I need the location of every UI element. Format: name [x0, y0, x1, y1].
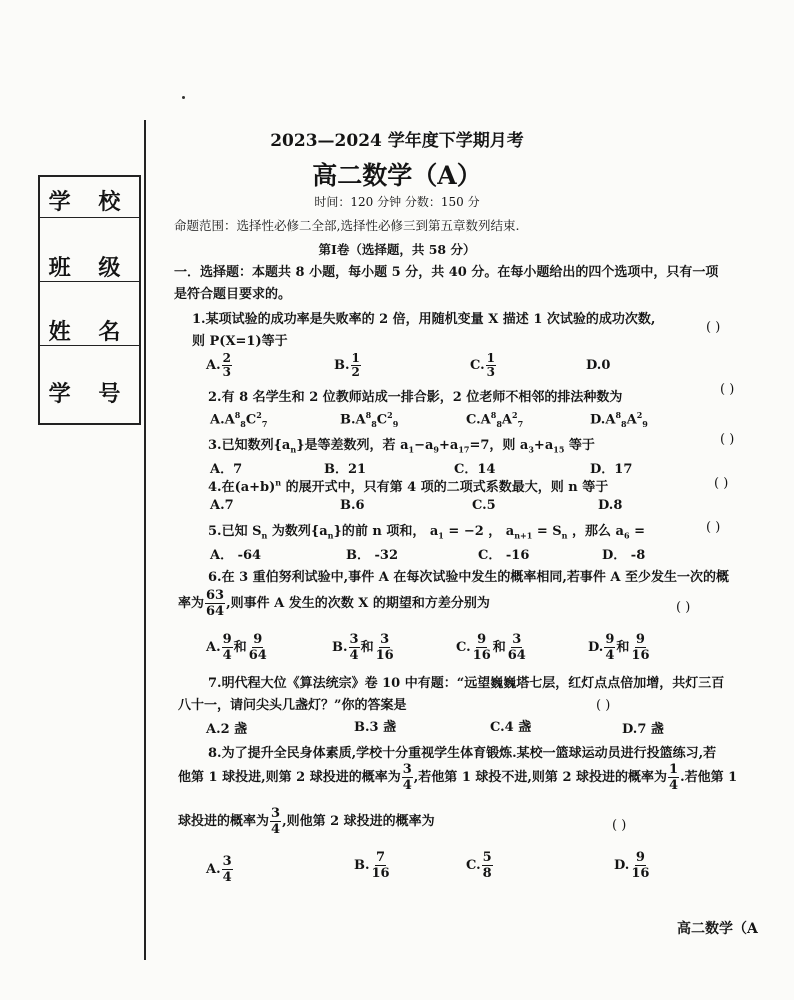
divider: [40, 345, 139, 346]
q4-text: 4.在$(a+b)^n$ 的展开式中，只有第 4 项的二项式系数最大，则 n 等于: [208, 477, 609, 495]
exam-year-title: 2023—2024 学年度下学期月考: [270, 131, 524, 151]
q1-option-d: D.0: [586, 358, 611, 373]
q5-option-a: A． -64: [210, 548, 262, 563]
q6-option-d: D. $\frac{9}{4}$ 和 $\frac{9}{16}$: [588, 632, 650, 663]
school-label: 学 校: [48, 190, 131, 215]
q2-option-b: $B.A^8_8C^2_9$: [340, 410, 399, 429]
scan-speck: [182, 96, 185, 99]
q7-text-2: 八十一，请问尖头几盏灯？”你的答案是: [178, 698, 407, 713]
section-line-1: 一．选择题：本题共 8 小题，每小题 5 分，共 40 分。在每小题给出的四个选项中，只有一项: [174, 265, 719, 280]
q3-option-b: B．21: [324, 462, 367, 477]
class-label: 班 级: [48, 256, 131, 281]
exam-subject-title: 高二数学（A）: [312, 161, 482, 190]
q7-option-c: C.4 盏: [490, 720, 532, 735]
q5-option-c: C． -16: [478, 548, 530, 563]
q5-text: 5.已知 $S_n$ 为数列$\{a_n\}$的前 n 项和， $a_1 = -2$ ， $a_{n+1} = S_n$ ，那么 $a_6$ =: [208, 524, 645, 541]
answer-paren: ( ): [720, 432, 735, 447]
student-info-box: [38, 175, 141, 425]
q2-option-c: $C.A^8_8A^2_7$: [466, 410, 524, 429]
q1-option-a: A. $\frac{2}{3}$: [206, 351, 231, 379]
answer-paren: ( ): [714, 476, 729, 491]
q8-text: 8.为了提升全民身体素质,学校十分重视学生体育锻炼.某校一篮球运动员进行投篮练习,若: [208, 746, 717, 761]
q8-option-c: C. $\frac{5}{8}$: [466, 850, 492, 881]
q8-option-b: B. $\frac{7}{16}$: [354, 850, 390, 881]
q8-option-d: D. $\frac{9}{16}$: [614, 850, 650, 881]
q2-option-d: $D.A^8_8A^2_9$: [590, 410, 648, 429]
q5-option-d: D． -8: [602, 548, 646, 563]
q8-option-a: A. $\frac{3}{4}$: [206, 854, 232, 885]
q7-text: 7.明代程大位《算法统宗》卷 10 中有题：“远望巍巍塔七层，红灯点点倍加增，共灯三百: [208, 676, 725, 691]
q1-option-c: C. $\frac{1}{3}$: [470, 351, 496, 379]
q3-text: 3.已知数列$\{a_n\}$是等差数列，若 $a_1-a_9+a_{17}=7$，则 $a_3+a_{15}$ 等于: [208, 438, 595, 455]
divider: [40, 281, 139, 282]
student-id-label: 学 号: [48, 382, 131, 407]
q1-option-b: B. $\frac{1}{2}$: [334, 351, 360, 379]
section-line-2: 是符合题目要求的。: [174, 287, 292, 302]
q4-option-d: D.8: [598, 498, 623, 513]
q7-option-d: D.7 盏: [622, 722, 664, 737]
q2-text: 2.有 8 名学生和 2 位教师站成一排合影，2 位老师不相邻的排法种数为: [208, 390, 623, 405]
divider: [40, 217, 139, 218]
q3-option-d: D．17: [590, 462, 633, 477]
q6-option-a: A. $\frac{9}{4}$ 和 $\frac{9}{64}$: [206, 632, 267, 663]
answer-paren: ( ): [676, 600, 691, 615]
name-label: 姓 名: [48, 320, 131, 345]
q1-text: 1.某项试验的成功率是失败率的 2 倍，用随机变量 X 描述 1 次试验的成功次数,: [192, 312, 656, 327]
q4-option-b: B.6: [340, 498, 365, 513]
answer-paren: ( ): [612, 818, 627, 833]
section-instructions: [174, 262, 774, 306]
exam-scope: 命题范围：选择性必修二全部,选择性必修三到第五章数列结束.: [174, 218, 520, 233]
answer-paren: ( ): [720, 382, 735, 397]
q3-option-c: C．14: [454, 462, 496, 477]
q8-text-3: 球投进的概率为 $\frac{3}{4}$ ,则他第 2 球投进的概率为: [178, 806, 435, 837]
q1-text-2: 则 P(X=1)等于: [192, 334, 288, 349]
q3-option-a: A．7: [210, 462, 243, 477]
answer-paren: ( ): [706, 320, 721, 335]
answer-paren: ( ): [596, 698, 611, 713]
q4-option-a: A.7: [210, 498, 234, 513]
q7-option-a: A.2 盏: [206, 722, 248, 737]
q6-text-2: 率为 $\frac{63}{64}$ ,则事件 A 发生的次数 X 的期望和方差分别为: [178, 588, 490, 619]
answer-paren: ( ): [706, 520, 721, 535]
q2-option-a: $A.A^8_8C^2_7$: [210, 410, 268, 429]
page-footer: 高二数学（A: [677, 921, 758, 937]
q8-text-2: 他第 1 球投进,则第 2 球投进的概率为 $\frac{3}{4}$ ,若他第 1 球投不进,则第 2 球投进的概率为 $\frac{1}{4}$ .若他第 1: [178, 762, 738, 793]
time-score: 时间：120 分钟 分数：150 分: [314, 195, 480, 209]
q6-option-c: C. $\frac{9}{16}$ 和 $\frac{3}{64}$: [456, 632, 526, 663]
q6-text: 6.在 3 重伯努利试验中,事件 A 在每次试验中发生的概率相同,若事件 A 至少发生一次的概: [208, 570, 729, 585]
part-heading: 第Ⅰ卷（选择题，共 58 分）: [318, 242, 476, 257]
q7-option-b: B.3 盏: [354, 720, 397, 735]
q5-option-b: B． -32: [346, 548, 399, 563]
q6-option-b: B. $\frac{3}{4}$ 和 $\frac{3}{16}$: [332, 632, 394, 663]
q4-option-c: C.5: [472, 498, 496, 513]
